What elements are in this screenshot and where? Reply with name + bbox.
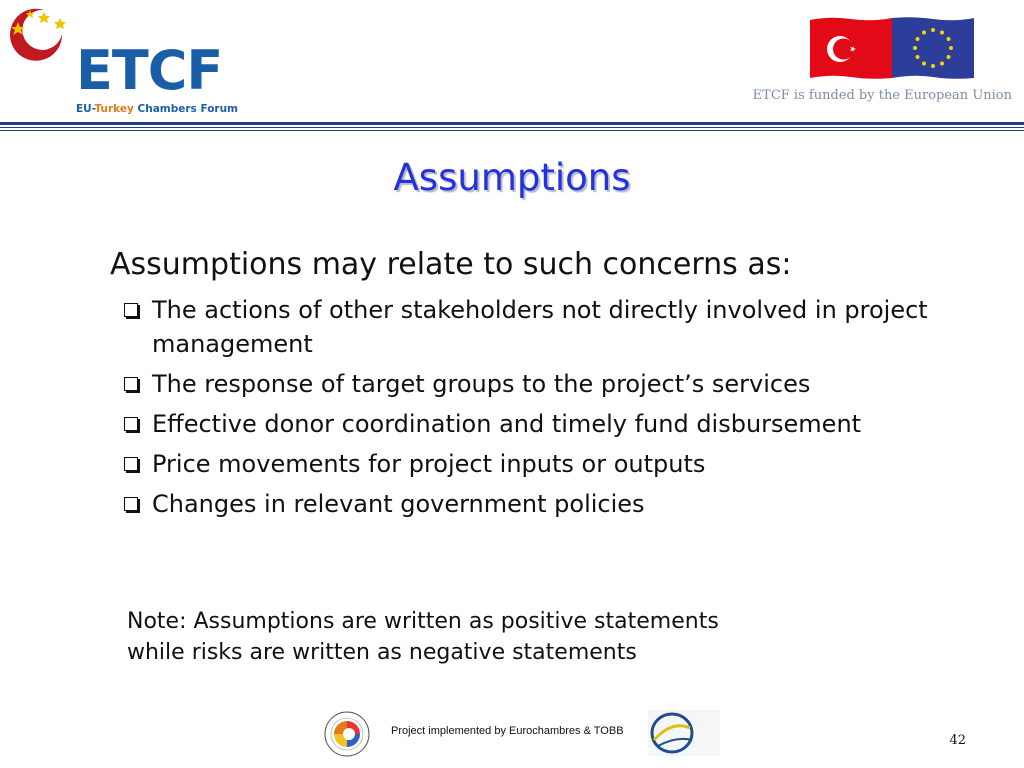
- list-item: [124, 447, 1004, 481]
- bullet-text: The actions of other stakeholders not directly involved in project management: [152, 296, 928, 358]
- checkbox-bullet-icon: [124, 303, 138, 317]
- header-rule-thin-2: [0, 130, 1024, 131]
- checkbox-bullet-icon: [124, 377, 138, 391]
- bullet-text: Price movements for project inputs or outputs: [152, 450, 706, 478]
- note-line-1: Note: Assumptions are written as positive statements: [127, 609, 719, 634]
- checkbox-bullet-icon: [124, 417, 138, 431]
- etcf-subtitle-suffix: Chambers Forum: [133, 103, 238, 115]
- funding-notice: ETCF is funded by the European Union: [752, 88, 1012, 103]
- etcf-subtitle-accent: Turkey: [94, 103, 134, 115]
- bullet-text: The response of target groups to the project’s services: [152, 370, 811, 398]
- header-rule-thin: [0, 127, 1024, 128]
- bullet-text: Changes in relevant government policies: [152, 490, 645, 518]
- tobb-logo-icon: [323, 710, 371, 758]
- etcf-logo: [4, 4, 238, 116]
- etcf-subtitle: [76, 103, 238, 115]
- note: [127, 606, 907, 668]
- etcf-wordmark: ETCF: [76, 39, 223, 102]
- list-item: [124, 487, 1004, 521]
- implemented-by: Project implemented by Eurochambres & TOBB: [391, 725, 624, 737]
- list-item: [124, 293, 1004, 361]
- etcf-logo-icon: [4, 4, 84, 74]
- checkbox-bullet-icon: [124, 497, 138, 511]
- etcf-subtitle-prefix: EU-: [76, 103, 95, 115]
- turkey-flag-icon: [810, 16, 892, 80]
- intro-text: Assumptions may relate to such concerns as:: [110, 247, 792, 282]
- bullet-list: [124, 293, 1004, 527]
- bullet-text: Effective donor coordination and timely fund disbursement: [152, 410, 862, 438]
- list-item: [124, 407, 1004, 441]
- page-number: 42: [949, 733, 966, 748]
- header-rule-thick: [0, 122, 1024, 125]
- flags: [810, 16, 974, 82]
- eurochambres-logo-icon: [648, 710, 720, 756]
- slide-title: Assumptions: [393, 156, 631, 199]
- note-line-2: while risks are written as negative statements: [127, 640, 637, 665]
- eu-flag-icon: [892, 16, 974, 80]
- checkbox-bullet-icon: [124, 457, 138, 471]
- list-item: [124, 367, 1004, 401]
